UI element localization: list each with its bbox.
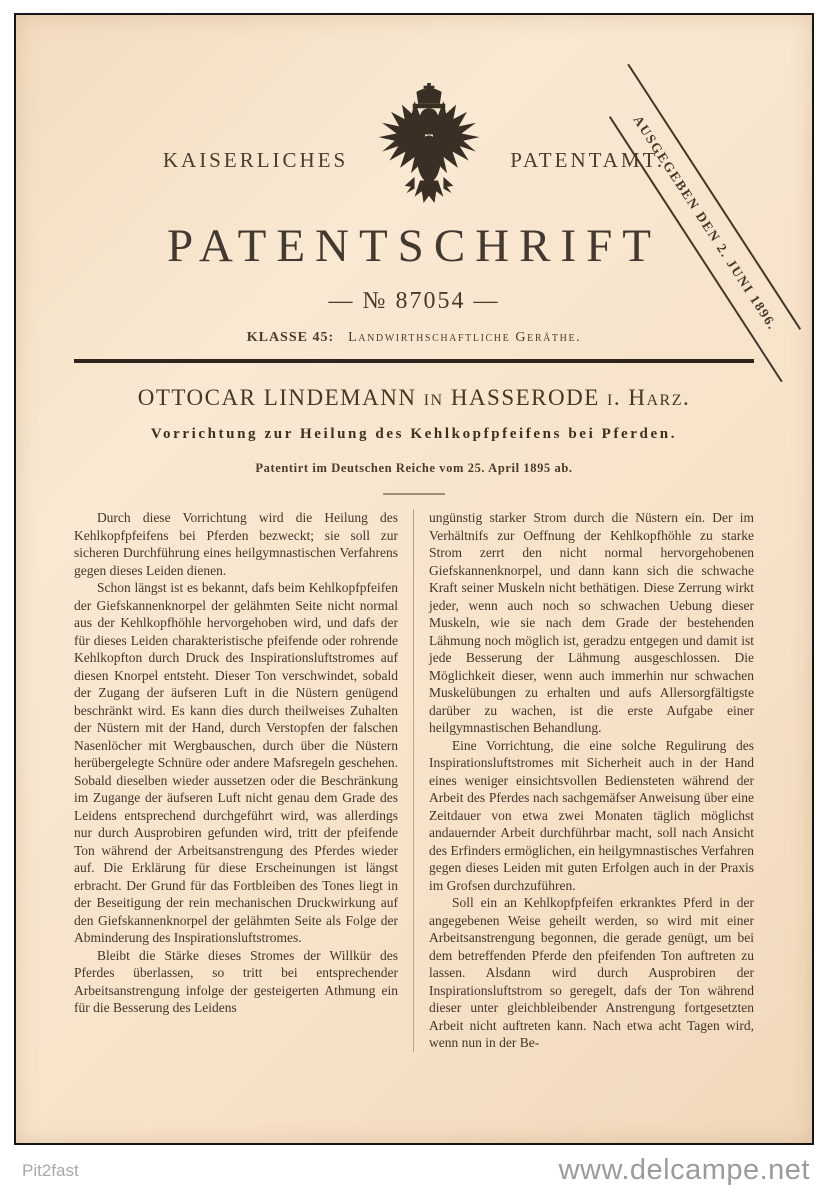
paragraph: Bleibt die Stärke dieses Stromes der Willkür des Pferdes überlassen, so tritt bei entsprechender Arbeitsanstrengung infolge der gesteigerten Athmung ein für die Besserung des Leidens: [74, 947, 398, 1015]
body-columns: [74, 509, 754, 1052]
watermark-bar: [0, 1147, 828, 1200]
paragraph: Soll ein an Kehlkopfpfeifen erkranktes Pferd in der angegebenen Weise geheilt werden, so wird mit einer Arbeitsanstrengung begonnen, die gerade genügt, um bei dem betreffenden Pferde den pfeifenden Ton auftreten zu lassen. Alsdann wird durch Ausprobiren der Inspirationsluftstrom so geregelt, dafs der Ton während dieser unter gleichbleibender Anstrengung fortgesetzten Arbeit nicht auftreten kann. Nach etwa acht Tagen wird, wenn nun in der Be-: [429, 895, 754, 1050]
patent-page: [16, 15, 812, 1143]
patent-class-line: [74, 330, 754, 346]
watermark-site: www.delcampe.net: [558, 1154, 810, 1186]
patent-class-label: KLASSE 45:: [246, 330, 335, 345]
patent-number: — № 87054 —: [328, 288, 500, 314]
header-rule: [74, 359, 754, 363]
office-name-right: PATENTAMT.: [510, 147, 666, 172]
office-name-left: KAISERLICHES: [162, 147, 349, 172]
invention-title: Vorrichtung zur Heilung des Kehlkopfpfeifens bei Pferden.: [150, 426, 678, 442]
patent-date-line: Patentirt im Deutschen Reiche vom 25. April 1895 ab.: [255, 461, 573, 475]
paragraph: Schon längst ist es bekannt, dafs beim Kehlkopfpfeifen der Giefskannenknorpel der gelähmten Seite nicht normal aus der Kehlkopfhöhle hervorgehoben wird, und dafs der für dieses Leiden charakteristische pfeifende oder rohrende Kehlkopfton durch Druck des Inspirationsluftstromes auf diesen Knorpel entsteht. Dieser Ton verschwindet, sobald der Zugang der äufseren Luft in die Nüstern genügend beschränkt wird. Es kann dies durch theilweises Zuhalten der Nüstern mit der Hand, durch Verstopfen der falschen Nasenlöcher mit Wergbauschen, durch über die Nüstern herübergelegte Schnüre oder andere Mafsregeln geschehen. Sobald dieselben wieder aussetzen oder die Beschränkung im Zugange der äufseren Luft nicht genau dem Grade des Leidens entsprechend durchgeführt wird, was allerdings nur durch Ausprobiren gefunden wird, tritt der pfeifende Ton während der Arbeitsanstrengung des Pferdes wieder auf. Die Erklärung für diese Erscheinungen ist längst erbracht. Der Grund für das Fortbleiben des Tones liegt in der Beseitigung der rein mechanischen Druckwirkung auf den Giefskannenknorpel der gelähmten Seite als Folge der Abminderung des Inspirationsluftstromes.: [74, 580, 398, 945]
paragraph: Durch diese Vorrichtung wird die Heilung des Kehlkopfpfeifens bei Pferden bezweckt; sie soll zur sicheren Durchführung eines heilgymnastischen Verfahrens gegen dieses Leiden dienen.: [74, 510, 398, 578]
right-column: [414, 509, 754, 1052]
stamp-text: AUSGEGEBEN DEN 2. JUNI 1896.: [630, 112, 781, 333]
watermark-seller: Pit2fast: [22, 1160, 79, 1180]
paragraph: ungünstig starker Strom durch die Nüstern ein. Der im Verhältnifs zur Oeffnung der Kehlkopfhöhle zu starke Strom zerrt den nicht normal hervorgehobenen Giefskannenknorpel, und dann kann sich die schwache Kraft seiner Muskeln nicht bethätigen. Diese Zerrung wirkt jeder, wenn auch noch so schwachen Uebung dieser Muskeln, wie sie nach dem Grade der bestehenden Lähmung noch möglich ist, geradzu entgegen und damit ist jede Besserung der Lähmung ausgeschlossen. Die Möglichkeit dieser, wenn auch immerhin nur schwachen Muskelübungen zu erhalten und aufs Allersorgfältigste darüber zu wachen, ist die erste Aufgabe einer heilgymnastischen Behandlung.: [429, 510, 754, 735]
document-type-title: PATENTSCHRIFT: [167, 220, 661, 272]
inventor-line: OTTOCAR LINDEMANN in HASSERODE i. Harz.: [137, 385, 691, 410]
imperial-eagle-icon: [374, 83, 484, 231]
patent-document-scan: [14, 13, 814, 1145]
section-divider: [383, 493, 445, 495]
paragraph: Eine Vorrichtung, die eine solche Regulirung des Inspirationsluftstromes mit Sicherheit auch in der Hand eines weniger einsichtsvollen Bediensteten während der Arbeit des Pferdes nach sachgemäfser Anweisung über eine Zeitdauer von etwa zwei Monaten täglich möglichst andauernder Arbeit durchführbar macht, soll nach Ansicht des Erfinders ermöglichen, ein heilgymnastisches Verfahren gegen dieses Leiden mit guten Erfolgen auch in der Praxis im Grofsen durchzuführen.: [429, 737, 754, 893]
left-column: [74, 509, 414, 1052]
patent-class-value: Landwirthschaftliche Geräthe.: [348, 330, 582, 345]
